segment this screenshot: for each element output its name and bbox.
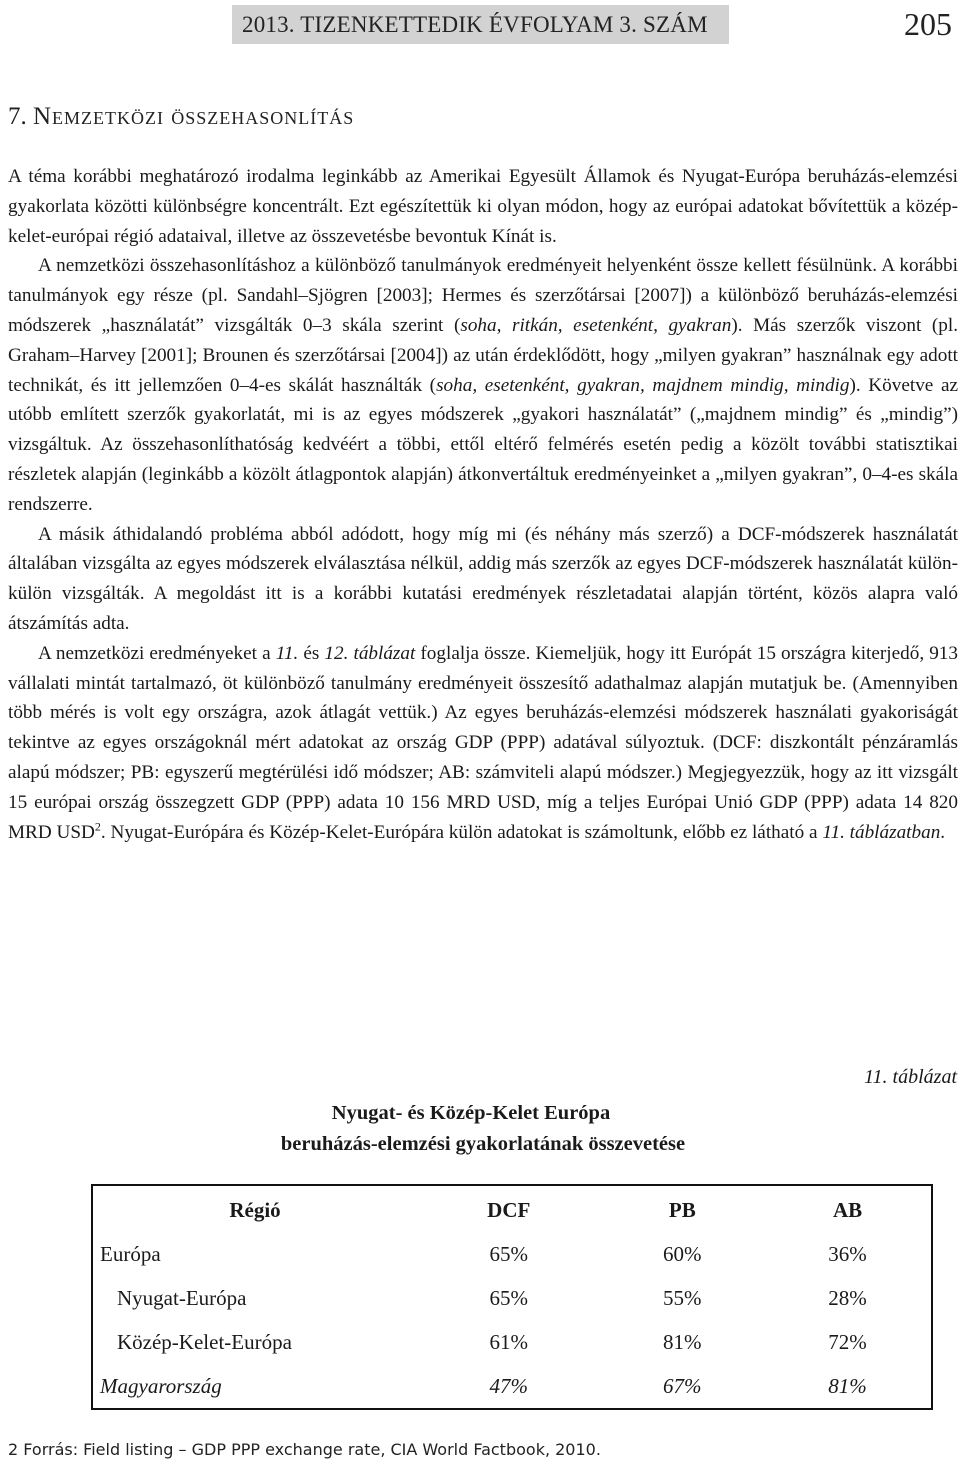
ab-cell: 28% <box>828 1285 867 1310</box>
table-number: 11. táblázat <box>864 1066 957 1088</box>
footnote: 2 Forrás: Field listing – GDP PPP exchange rate, CIA World Factbook, 2010. <box>8 1440 601 1459</box>
header-region: Régió <box>229 1197 281 1222</box>
region-cell: Európa <box>100 1241 161 1266</box>
header-ab: AB <box>832 1197 863 1222</box>
paragraph-2: A nemzetközi összehasonlításhoz a különböző tanulmányok eredményeit helyenként össze kellett fésülnünk. A korábbi tanulmányok egy része (pl. Sandahl–Sjögren [2003]; Hermes és szerzőtársai [2007]) a különböző beruházás-elemzési módszerek „használatát” vizsgálták 0–3 skála szerint (soha, ritkán, esetenként, gyakran). Más szerzők viszont (pl. Graham–Harvey [2001]; Brounen és szerzőtársai [2004]) az után érdeklődött, hogy „milyen gyakran” használnak egy adott technikát, és itt jellemzően 0–4-es skálát használták (soha, esetenként, gyakran, majdnem mindig, mindig). Követve az utóbb említett szerzők gyakorlatát, mi is az egyes módszerek „gyakori használatát” („majdnem mindig” és „mindig”) vizsgáltuk. Az összehasonlíthatóság kedvéért a többi, ettől eltérő felmérés esetén pedig a közölt további statisztikai részletek alapján (leginkább a közölt átlagpontok alapján) átkonvertáltuk eredményeinket a „milyen gyakran”, 0–4-es skála rendszerre. <box>8 255 958 515</box>
section-number: 7. <box>8 103 27 130</box>
table-row <box>92 1232 932 1276</box>
footnote-ref: 2 <box>94 819 101 834</box>
table-row <box>92 1364 932 1409</box>
ab-cell: 81% <box>828 1373 867 1398</box>
pb-cell: 67% <box>663 1373 702 1398</box>
table-title-line-2: beruházás-elemzési gyakorlatának összevetése <box>280 1133 686 1155</box>
ab-cell: 36% <box>828 1241 867 1266</box>
paragraph-4: A nemzetközi eredményeket a 11. és 12. táblázat foglalja össze. Kiemeljük, hogy itt Európát 15 országra kiterjedő, 913 vállalati mintát tartalmazó, öt különböző tanulmány eredményeit összesítő adathalmaz alapján mutatjuk be. (Amennyiben több mérés is volt egy országra, azok átlagát vettük.) Az egyes beruházás-elemzési módszerek használati gyakoriságát tekintve az egyes országoknál mért adatokat az ország GDP (PPP) adatával súlyoztuk. (DCF: diszkontált pénzáramlás alapú módszer; PB: egyszerű megtérülési idő módszer; AB: számviteli alapú módszer.) Megjegyezzük, hogy az itt vizsgált 15 európai ország összegzett GDP (PPP) adata 10 156 MRD USD, míg a teljes Európai Unió GDP (PPP) adata 14 820 MRD USD$^2$. Nyugat-Európára és Közép-Kelet-Európára külön adatokat is számoltunk, előbb ez látható a 11. táblázatban. <box>8 642 958 843</box>
paragraph-1: A téma korábbi meghatározó irodalma leginkább az Amerikai Egyesült Államok és Nyugat-Európa beruházás-elemzési gyakorlata közötti különbségre koncentrált. Ezt egészítettük ki olyan módon, hogy az európai adatokat bővítettük a közép-kelet-európai régió adataival, illetve az összevetésbe bevontuk Kínát is. <box>8 166 958 247</box>
dcf-cell: 65% <box>489 1285 528 1310</box>
table-header-row <box>92 1185 932 1232</box>
page-number: 205 <box>904 6 952 42</box>
body-text <box>8 162 958 847</box>
table-title-line-1: Nyugat- és Közép-Kelet Európa <box>331 1102 611 1124</box>
dcf-cell: 47% <box>489 1373 528 1398</box>
header-pb: PB <box>668 1197 696 1222</box>
table-row <box>92 1276 932 1320</box>
dcf-cell: 65% <box>489 1241 528 1266</box>
table-title <box>0 1098 960 1160</box>
header-dcf: DCF <box>487 1197 531 1222</box>
comparison-table <box>91 1184 933 1410</box>
pb-cell: 81% <box>663 1329 702 1354</box>
section-heading <box>8 103 354 131</box>
dcf-cell: 61% <box>489 1329 528 1354</box>
journal-header: 2013. TIZENKETTEDIK ÉVFOLYAM 3. SZÁM <box>242 12 708 37</box>
pb-cell: 55% <box>663 1285 702 1310</box>
paragraph-3: A másik áthidalandó probléma abból adódott, hogy míg mi (és néhány más szerző) a DCF-módszerek használatát általában vizsgálta az egyes módszerek elválasztása nélkül, addig más szerzők az egyes DCF-módszerek használatát külön-külön vizsgálták. A megoldást itt is a korábbi kutatási eredmények részletadatai alapján történt, közös alapra való átszámítás adta. <box>8 523 958 634</box>
region-cell: Nyugat-Európa <box>117 1285 247 1310</box>
ab-cell: 72% <box>828 1329 867 1354</box>
section-title: Nemzetközi összehasonlítás <box>33 103 355 130</box>
pb-cell: 60% <box>663 1241 702 1266</box>
table-row <box>92 1320 932 1364</box>
region-cell: Közép-Kelet-Európa <box>117 1329 292 1354</box>
region-cell: Magyarország <box>100 1373 222 1398</box>
